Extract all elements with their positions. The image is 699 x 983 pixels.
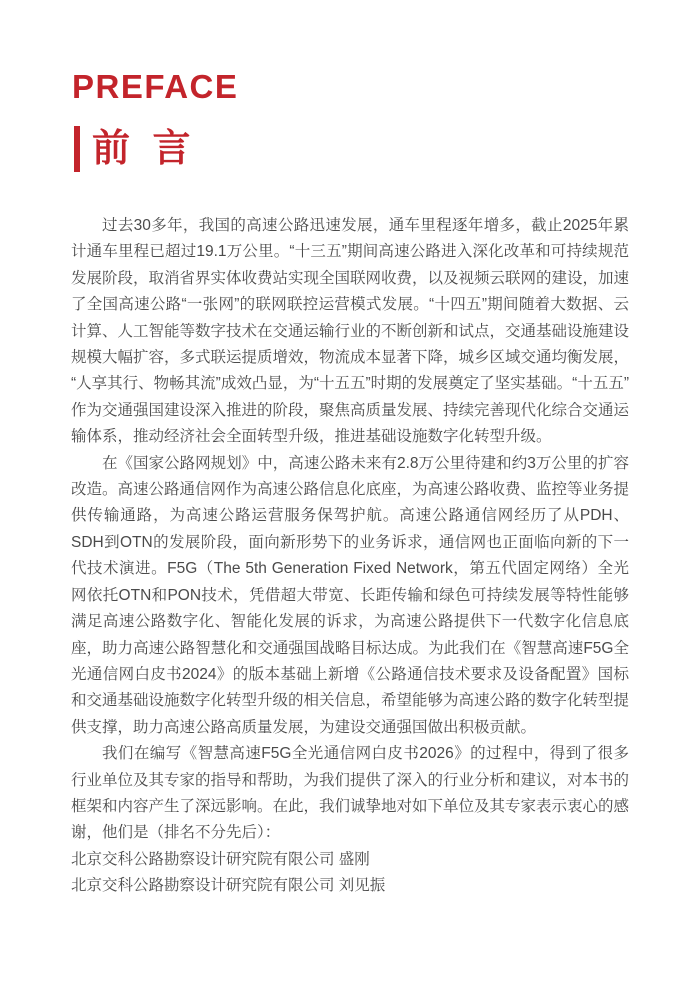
title-accent-bar bbox=[74, 126, 80, 172]
page-title-chinese-row bbox=[74, 126, 197, 172]
page-title-chinese: 前 言 bbox=[92, 128, 197, 170]
preface-paragraph-2: 在《国家公路网规划》中，高速公路未来有2.8万公里待建和约3万公里的扩容改造。高速公路通信网作为高速公路信息化底座，为高速公路收费、监控等业务提供传输通路，为高速公路运营服务保驾护航。高速公路通信网经历了从PDH、SDH到OTN的发展阶段，面向新形势下的业务诉求，通信网也正面临向新的下一代技术演进。F5G（The 5th Generation Fixed Network，第五代固定网络）全光网依托OTN和PON技术，凭借超大带宽、长距传输和绿色可持续发展等特性能够满足高速公路数字化、智能化发展的诉求，为高速公路提供下一代数字化信息底座，助力高速公路智慧化和交通强国战略目标达成。为此我们在《智慧高速F5G全光通信网白皮书2024》的版本基础上新增《公路通信技术要求及设备配置》国标和交通基础设施数字化转型升级的相关信息，希望能够为高速公路的数字化转型提供支撑，助力高速公路高质量发展，为建设交通强国做出积极贡献。 bbox=[71, 454, 630, 736]
acknowledgment-line: 北京交科公路勘察设计研究院有限公司 刘见振 bbox=[71, 877, 386, 895]
preface-paragraph-1: 过去30多年，我国的高速公路迅速发展，通车里程逐年增多，截止2025年累计通车里程已超过19.1万公里。“十三五”期间高速公路进入深化改革和可持续规范发展阶段，取消省界实体收费站实现全国联网收费，以及视频云联网的建设，加速了全国高速公路“一张网”的联网联控运营模式发展。“十四五”期间随着大数据、云计算、人工智能等数字技术在交通运输行业的不断创新和试点，交通基础设施建设规模大幅扩容，多式联运提质增效，物流成本显著下降，城乡区域交通均衡发展，“人享其行、物畅其流”成效凸显，为“十五五”时期的发展奠定了坚实基础。“十五五”作为交通强国建设深入推进的阶段，聚焦高质量发展、持续完善现代化综合交通运输体系，推动经济社会全面转型升级，推进基础设施数字化转型升级。 bbox=[71, 217, 630, 446]
page-title-english: PREFACE bbox=[72, 68, 239, 105]
preface-body bbox=[71, 213, 629, 900]
acknowledgment-line: 北京交科公路勘察设计研究院有限公司 盛刚 bbox=[71, 850, 370, 868]
preface-paragraph-3: 我们在编写《智慧高速F5G全光通信网白皮书2026》的过程中，得到了很多行业单位及其专家的指导和帮助，为我们提供了深入的行业分析和建议，对本书的框架和内容产生了深远影响。在此，我们诚挚地对如下单位及其专家表示衷心的感谢，他们是（排名不分先后）： bbox=[71, 745, 630, 842]
